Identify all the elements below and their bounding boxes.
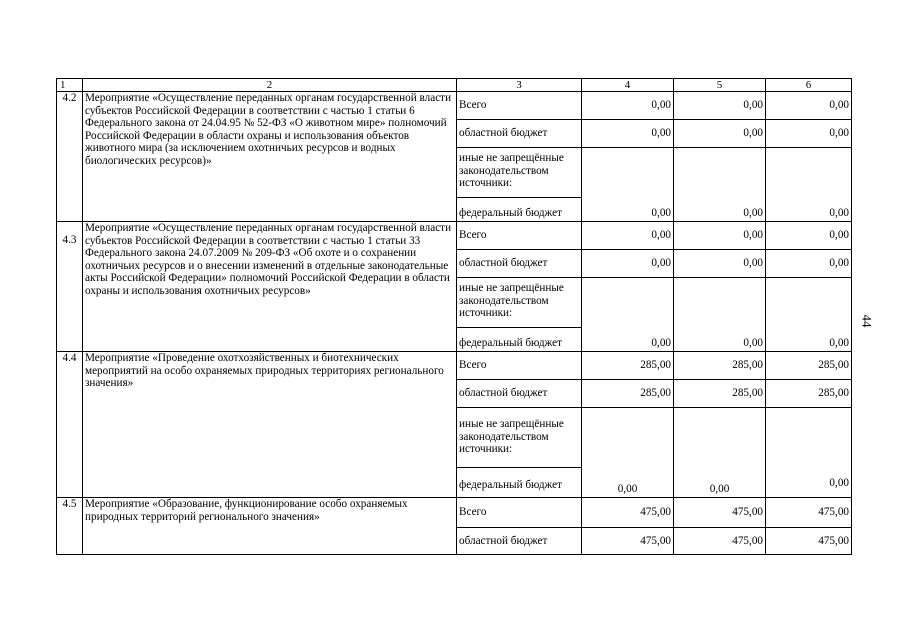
- value-cell: 0,00: [674, 328, 766, 352]
- source-regional: областной бюджет: [457, 250, 582, 278]
- value-cell: 0,00: [582, 92, 674, 120]
- value-cell: 0,00: [582, 468, 674, 498]
- value-cell: 475,00: [766, 528, 852, 555]
- table-row: [57, 498, 852, 528]
- header-cell-4: 4: [582, 79, 674, 92]
- value-cell: 475,00: [674, 498, 766, 528]
- value-cell: 0,00: [766, 328, 852, 352]
- row-number: 4.2: [57, 92, 83, 222]
- empty-cell: [766, 408, 852, 468]
- value-cell: 0,00: [674, 250, 766, 278]
- table-row: [57, 352, 852, 380]
- source-regional: областной бюджет: [457, 120, 582, 148]
- value-cell: 0,00: [674, 222, 766, 250]
- header-cell-1: 1: [57, 79, 83, 92]
- source-total: Всего: [457, 352, 582, 380]
- empty-cell: [582, 148, 674, 198]
- value-cell: 0,00: [674, 120, 766, 148]
- source-federal: федеральный бюджет: [457, 328, 582, 352]
- budget-table: [56, 78, 852, 555]
- header-cell-6: 6: [766, 79, 852, 92]
- value-cell: 0,00: [674, 198, 766, 222]
- value-cell: 0,00: [582, 198, 674, 222]
- empty-cell: [582, 278, 674, 328]
- row-description: Мероприятие «Проведение охотхозяйственных и биотехнических мероприятий на особо охраняемых природных территориях регионального значения»: [83, 352, 457, 498]
- value-cell: 0,00: [766, 92, 852, 120]
- value-cell: 285,00: [766, 380, 852, 408]
- value-cell: 0,00: [766, 222, 852, 250]
- value-cell: 0,00: [674, 92, 766, 120]
- table-row: [57, 222, 852, 250]
- value-cell: 0,00: [766, 198, 852, 222]
- row-description: Мероприятие «Образование, функционирование особо охраняемых природных территорий регионального значения»: [83, 498, 457, 555]
- value-cell: 0,00: [766, 468, 852, 498]
- empty-cell: [582, 408, 674, 468]
- header-row: [57, 79, 852, 92]
- row-description: Мероприятие «Осуществление переданных органам государственной власти субъектов Российской Федерации в соответствии с частью 1 статьи 33 Федерального закона 24.07.2009 № 209-ФЗ «Об охоте и о сохранении охотничьих ресурсов и о внесении изменений в отдельные законодательные акты Российской Федерации» полномочий Российской Федерации в области охраны и использования охотничьих ресурсов»: [83, 222, 457, 352]
- empty-cell: [674, 148, 766, 198]
- row-number: 4.4: [57, 352, 83, 498]
- source-other: иные не запрещённые законодательством источники:: [457, 408, 582, 468]
- header-cell-3: 3: [457, 79, 582, 92]
- value-cell: 285,00: [674, 352, 766, 380]
- table-row: [57, 92, 852, 120]
- empty-cell: [766, 278, 852, 328]
- value-cell: 0,00: [766, 250, 852, 278]
- empty-cell: [766, 148, 852, 198]
- page-number: 44: [859, 314, 875, 328]
- source-other: иные не запрещённые законодательством источники:: [457, 278, 582, 328]
- row-number: 4.3: [57, 222, 83, 352]
- source-federal: федеральный бюджет: [457, 468, 582, 498]
- value-cell: 475,00: [766, 498, 852, 528]
- source-other: иные не запрещённые законодательством источники:: [457, 148, 582, 198]
- value-cell: 475,00: [674, 528, 766, 555]
- value-cell: 475,00: [582, 498, 674, 528]
- value-cell: 0,00: [674, 468, 766, 498]
- empty-cell: [674, 278, 766, 328]
- value-cell: 0,00: [582, 250, 674, 278]
- header-cell-2: 2: [83, 79, 457, 92]
- value-cell: 0,00: [582, 328, 674, 352]
- empty-cell: [674, 408, 766, 468]
- source-total: Всего: [457, 498, 582, 528]
- value-cell: 285,00: [582, 352, 674, 380]
- source-total: Всего: [457, 92, 582, 120]
- row-description: Мероприятие «Осуществление переданных органам государственной власти субъектов Российской Федерации в соответствии с частью 1 статьи 6 Федерального закона от 24.04.95 № 52-ФЗ «О животном мире» полномочий Российской Федерации в области охраны и использования объектов животного мира (за исключением охотничьих ресурсов и водных биологических ресурсов)»: [83, 92, 457, 222]
- source-regional: областной бюджет: [457, 528, 582, 555]
- row-number: 4.5: [57, 498, 83, 555]
- header-cell-5: 5: [674, 79, 766, 92]
- source-federal: федеральный бюджет: [457, 198, 582, 222]
- value-cell: 475,00: [582, 528, 674, 555]
- value-cell: 0,00: [766, 120, 852, 148]
- source-total: Всего: [457, 222, 582, 250]
- value-cell: 0,00: [582, 222, 674, 250]
- value-cell: 0,00: [582, 120, 674, 148]
- value-cell: 285,00: [582, 380, 674, 408]
- source-regional: областной бюджет: [457, 380, 582, 408]
- value-cell: 285,00: [766, 352, 852, 380]
- value-cell: 285,00: [674, 380, 766, 408]
